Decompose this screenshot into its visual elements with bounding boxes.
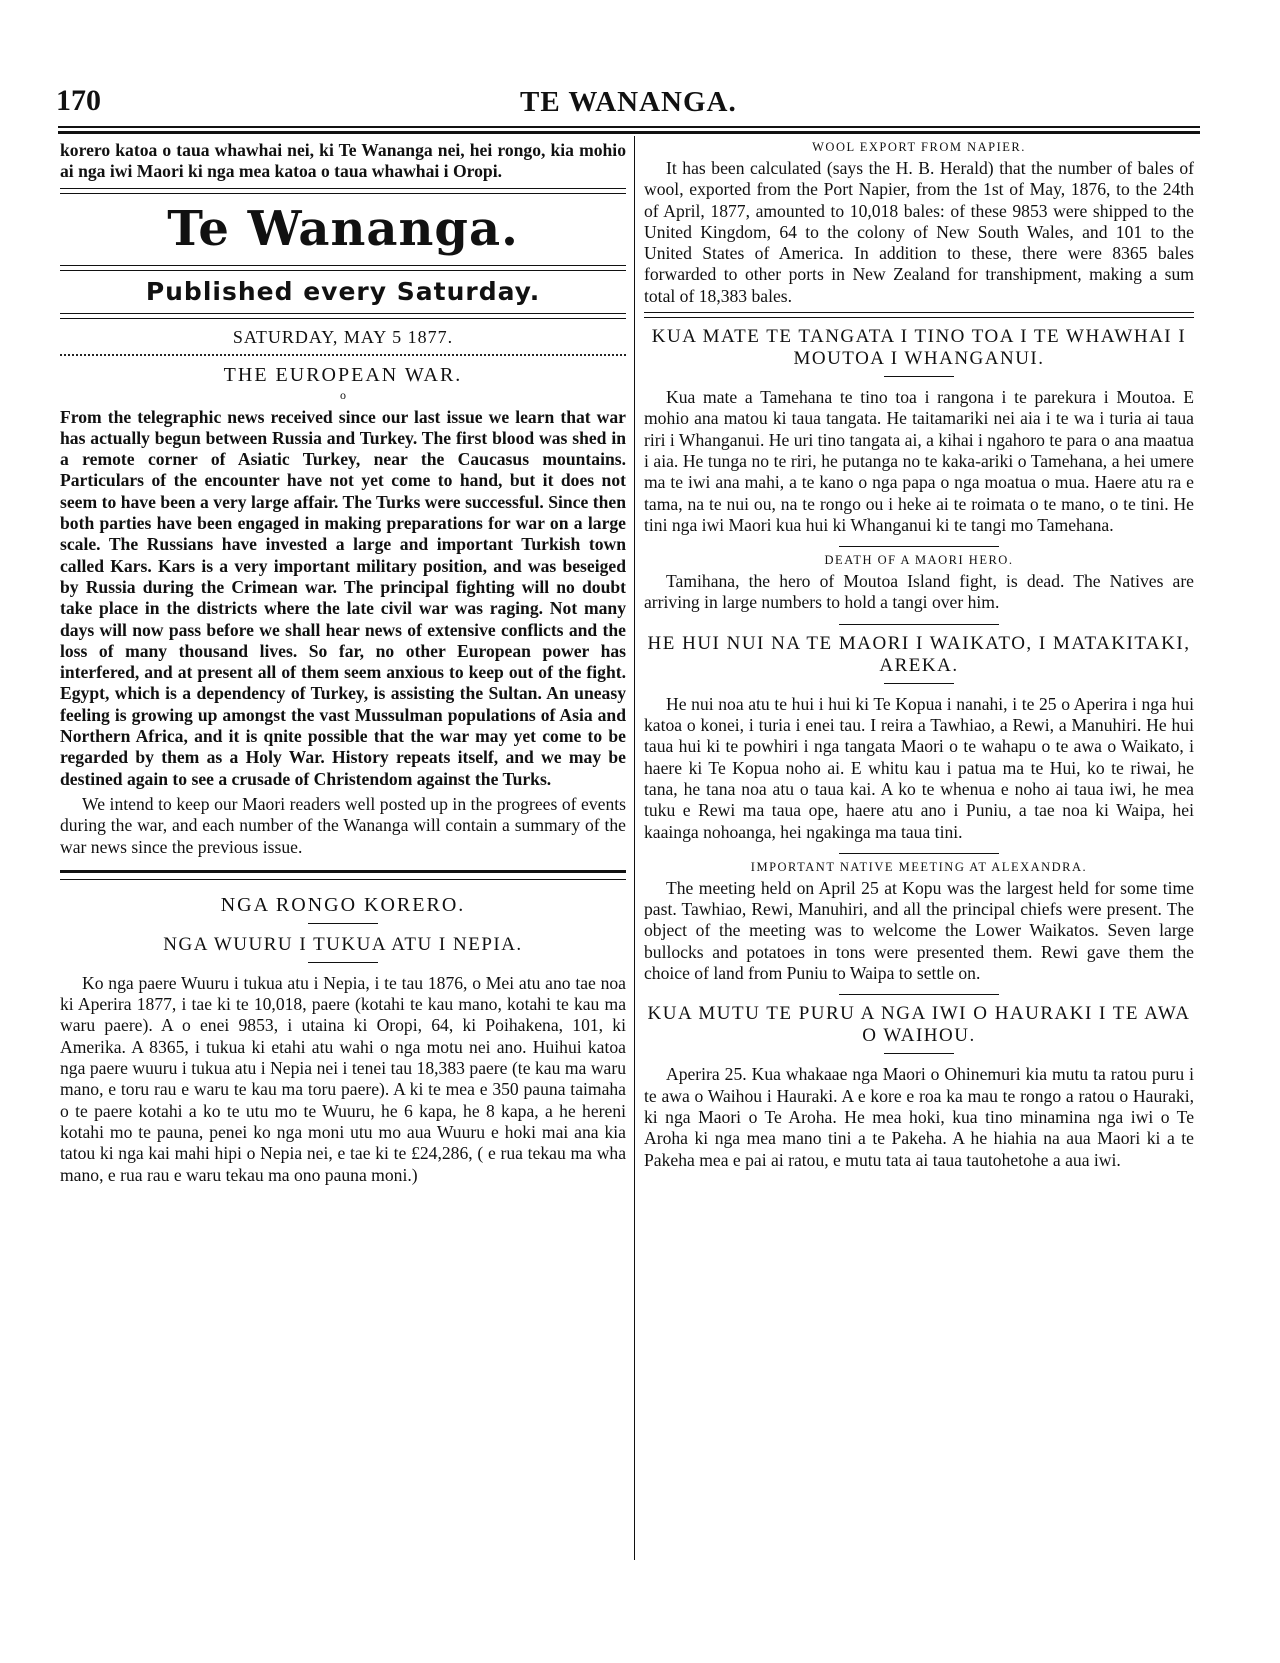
wool-export-paragraph: It has been calculated (says the H. B. Herald) that the number of bales of wool, exported from the Port Napier, from the 1st of May, 1876, to the 24th of April, 1877, amounted to 10,018 bales: of these 9853 were shipped to the United Kingdom, 64 to the colony of New South Wales, and 101 to the United States of America. In addition to these, there were 8365 bales forwarded to other ports in New Zealand for transhipment, making a sum total of 18,383 bales. (644, 158, 1194, 306)
news-section-headline: NGA RONGO KORERO. (220, 893, 466, 916)
headline-ornament: o (340, 387, 346, 402)
section-rule (839, 994, 999, 995)
masthead-top-rule (60, 188, 626, 194)
issue-date: SATURDAY, MAY 5 1877. (232, 326, 454, 347)
section-rule (839, 624, 999, 625)
right-column (644, 140, 1194, 1171)
hui-nui-headline: HE HUI NUI NA TE MAORI I WAIKATO, I MATAKITAKI, AREKA. (647, 632, 1191, 676)
header-rule-thick (58, 131, 1200, 134)
tangata-toa-paragraph: Kua mate a Tamehana te tino toa i rangona i te parekura i Moutoa. E mohio ana matou ki taua tangata. He taitamariki nei aia i te wa i turia ai taua riri i Whanganui. He uri tino tangata ai, a kihai i ngahoro te para o ana maatua i aia. He tunga no te riri, he putanga no te kaka-ariki o Tamehana, a hei umere ma te iwi ana mahi, a te kano o nga papa o nga moatua o mua. Haere atu ra e tama, na te nui ou, na te rongo ou i heke ai te roimata o te mano, o te tini. He tini nga iwi Maori kua hui ki Whanganui ki te tangi mo Tamehana. (644, 387, 1194, 535)
page-number: 170 (56, 84, 101, 117)
native-meeting-headline: IMPORTANT NATIVE MEETING AT ALEXANDRA. (750, 859, 1088, 874)
wool-maori-paragraph: Ko nga paere Wuuru i tukua atu i Nepia, i te tau 1876, o Mei atu ano tae noa ki Aperira 1877, i tae ki te 10,018, paere (kotahi te kau mano, kotahi te kau ma waru paere). A o enei 9853, i utaina ki Oropi, 64, ki Poihakena, 101, ki Amerika. A 8365, i tukua ki etahi atu wahi o nga motu nei ano. Huihui katoa nga paere wuuru i tukua atu i Nepia nei i tenei tau 18,383 paere (te kau ma waru mano, e toru rau e waru te kau ma toru paere). A ki te mea e 350 pauna taimaha o te paere kotahi a ko te utu mo te Wuuru, he 6 kapa, he 8 kapa, a he hereni kotahi mo te pauna, penei ko nga moni utu mo aua Wuuru e hoki mai ana kia tatou ki nga kai mahi hipi o Nepia nei, e tae ki te £24,286, ( e rua tekau ma wha mano, e rua rau e waru tekau ma ono pauna moni.) (60, 972, 626, 1185)
section-rule-thick (60, 870, 626, 873)
headline-rule (884, 1053, 954, 1054)
hauraki-paragraph: Aperira 25. Kua whakaae nga Maori o Ohinemuri kia mutu ta ratou puru i te awa o Waihou i Hauraki. A e kore e roa ka mau te rongo a ratou o Hauraki, ki nga Maori o Te Aroha. He mea hoki, kua tino minamina nga iwi o Te Aroha ki nga mea mano tini a te Pakeha. A he hiahia na aua Maori ki a te Pakeha mea e pai ai ratou, e mutu tata ai taua tautohetohe a aua iwi. (644, 1064, 1194, 1170)
headline-rule (308, 923, 378, 924)
european-war-paragraph-1: From the telegraphic news received since our last issue we learn that war has actually begun between Russia and Turkey. The first blood was shed in a remote corner of Asiatic Turkey, near the Caucasus mountains. Particulars of the encounter have not yet come to hand, but it does not seem to have been a very large affair. The Turks were successful. Since then both parties have been engaged in making preparations for war on a large scale. The Russians have invested a large and important Turkish town called Kars. Kars is a very important military position, and was beseiged by Russia during the Crimean war. The principal fighting will no doubt take place in the districts where the late civil war was raging. Not many days will now pass before we shall hear news of extensive conflicts and the loss of many thousand lives. So far, no other European power has interfered, and at present all of them seem anxious to keep out of the fight. Egypt, which is a dependency of Turkey, is assisting the Sultan. An uneasy feeling is growing up amongst the vast Mussulman populations of Asia and Northern Africa, and it is qnite possible that the war may yet come to be regarded by them as a Holy War. History repeats itself, and we may be destined again to see a crusade of Christendom against the Turks. (60, 406, 626, 789)
published-rule (60, 313, 626, 319)
native-meeting-paragraph: The meeting held on April 25 at Kopu was the largest held for some time past. Tawhiao, Rewi, Manuhiri, and all the principal chiefs were present. The object of the meeting was to welcome the Lower Waikatos. Seven large bullocks and potatoes in tons were presented them. Rewi gave them the choice of land from Puniu to Waipa to settle on. (644, 877, 1194, 984)
publication-frequency: Published every Saturday. (145, 276, 541, 306)
continued-article-text: korero katoa o taua whawhai nei, ki Te Wananga nei, hei rongo, kia mohio ai nga iwi Maori ki nga mea katoa o taua whawhai i Oropi. (60, 140, 626, 182)
tangata-toa-headline: KUA MATE TE TANGATA I TINO TOA I TE WHAWHAI I MOUTOA I WHANGANUI. (651, 326, 1187, 370)
headline-rule (308, 962, 378, 963)
left-column (60, 140, 626, 1186)
wool-maori-headline: NGA WUURU I TUKUA ATU I NEPIA. (163, 933, 523, 955)
maori-hero-headline: DEATH OF A MAORI HERO. (824, 553, 1014, 568)
section-rule (839, 546, 999, 547)
headline-rule (884, 376, 954, 377)
european-war-headline: THE EUROPEAN WAR. (223, 363, 463, 386)
date-rule (60, 354, 626, 356)
header-rule (58, 126, 1200, 128)
hui-nui-paragraph: He nui noa atu te hui i hui ki Te Kopua i nanahi, i te 25 o Aperira i nga hui katoa o konei, i turia i enei tau. I reira a Tawhiao, a Rewi, a Manuhiri. He hui taua hui ki te powhiri i nga tangata Maori o te wahapu o te awa o Waikato, i haere ki Te Kopua noho ai. E whitu kau i patua ma te Hui, ko te riwai, he tana, he tana noa atu o taua kai. A ko te whenua e noho ai taua iwi, he mea tuku e Rewi ma taua ope, haere atu ano i Puniu, a tae noa ki Waipa, hei kaainga nohoanga, hei ngakinga ma taua tini. (644, 693, 1194, 842)
masthead-bottom-rule (60, 265, 626, 271)
masthead-title: Te Wananga. (167, 200, 519, 257)
section-rule (60, 879, 626, 880)
section-rule (839, 853, 999, 854)
headline-rule (884, 683, 954, 684)
section-rule (644, 312, 1194, 318)
wool-export-headline: WOOL EXPORT FROM NAPIER. (812, 140, 1026, 154)
running-title: TE WANANGA. (520, 86, 737, 118)
european-war-paragraph-2: We intend to keep our Maori readers well posted up in the progrees of events during the war, and each number of the Wananga will contain a summary of the war news since the previous issue. (60, 793, 626, 857)
maori-hero-paragraph: Tamihana, the hero of Moutoa Island fight, is dead. The Natives are arriving in large numbers to hold a tangi over him. (644, 571, 1194, 613)
column-divider (634, 136, 635, 1560)
hauraki-headline: KUA MUTU TE PURU A NGA IWI O HAURAKI I TE AWA O WAIHOU. (647, 1003, 1191, 1047)
